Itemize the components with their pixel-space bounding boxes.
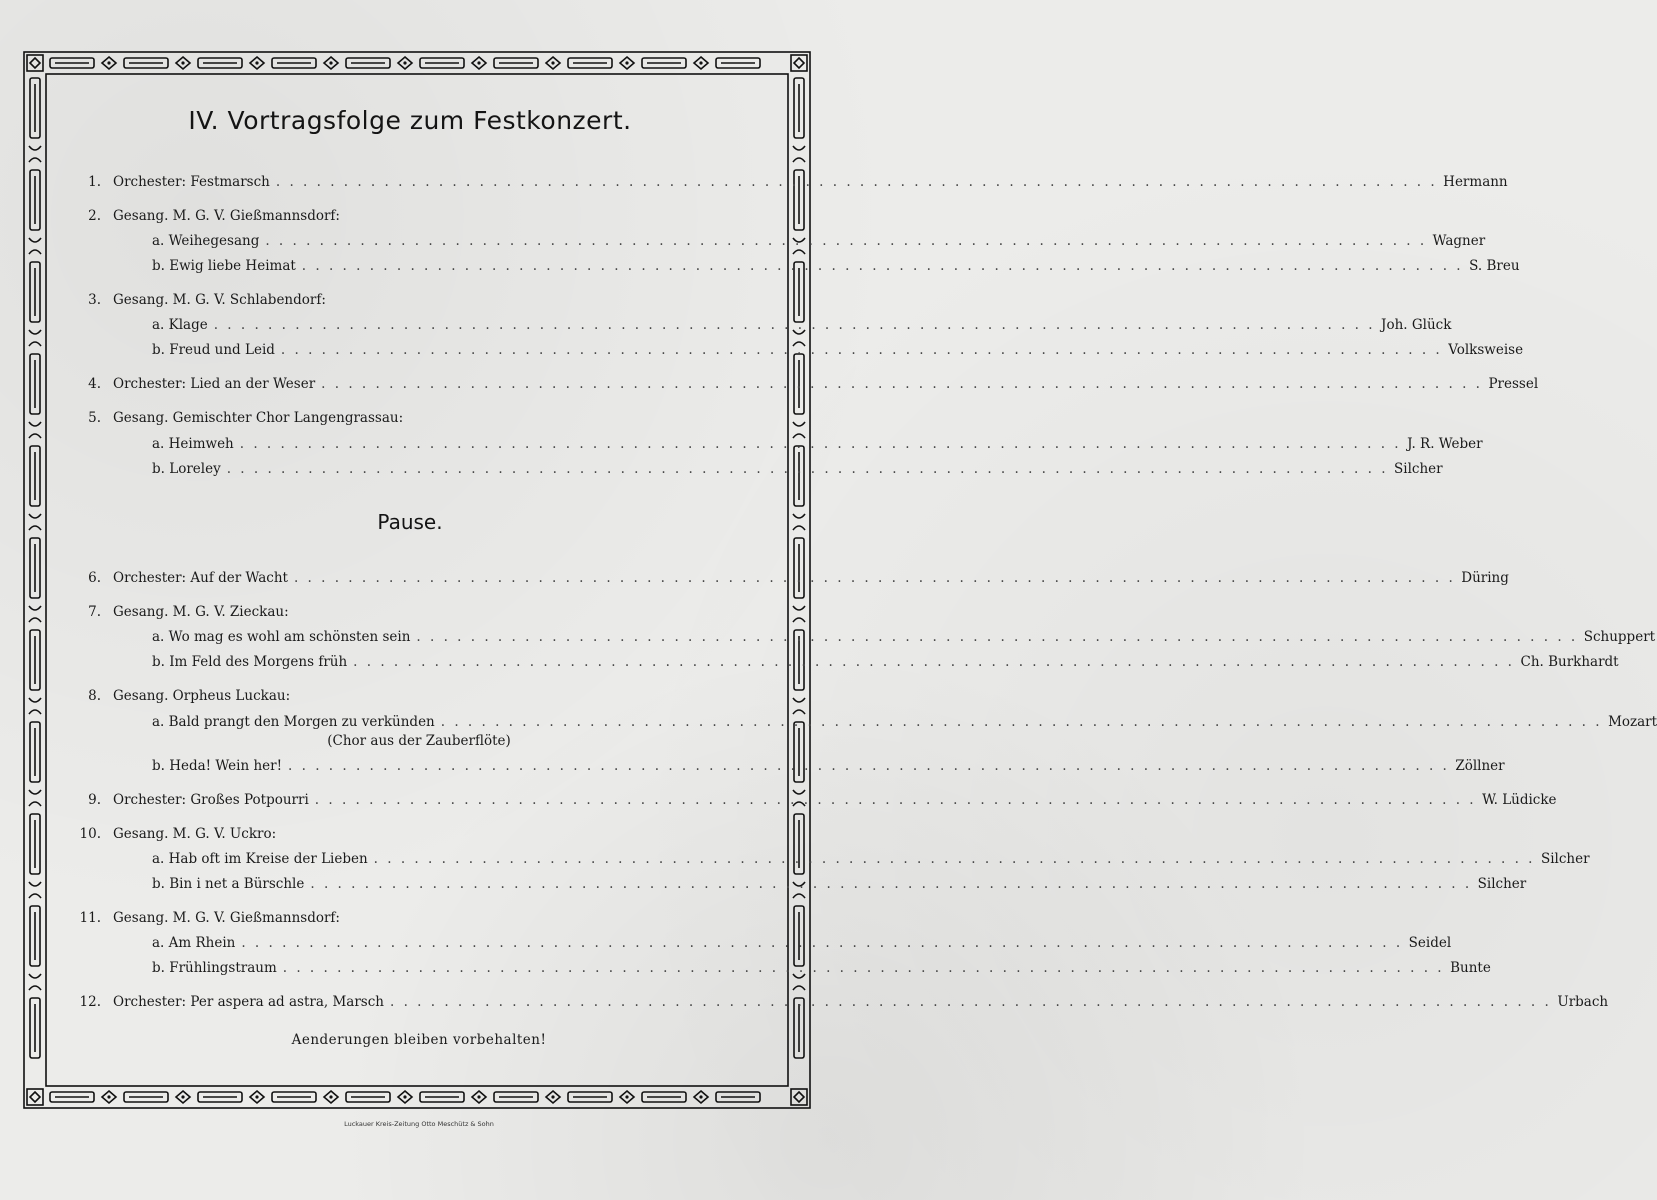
choir-label: Gesang. Orpheus Luckau: [113, 688, 291, 704]
composer: Silcher [1394, 461, 1443, 477]
dot-leader: . . . . . . . . . . . . . . . . . . . . . . . . . . . . . . . . . . . . . . . . . . . . . . . . . . . . . . . . . . . . . . . . . . . . . . . . . . . . . . . . . . . . . . [310, 876, 1472, 892]
program-line [152, 652, 1619, 672]
program-line [152, 459, 1443, 479]
border-ornament [29, 882, 41, 898]
item-number: 8. [88, 688, 101, 704]
border-ornament [107, 61, 110, 64]
program-line [152, 627, 1656, 647]
piece-label: b. Freud und Leid [152, 342, 275, 358]
border-ornament [329, 1095, 332, 1098]
program-line [152, 231, 1486, 251]
item-number: 12. [79, 994, 101, 1010]
border-ornament [255, 1095, 258, 1098]
program-line [113, 374, 1539, 394]
dot-leader: . . . . . . . . . . . . . . . . . . . . . . . . . . . . . . . . . . . . . . . . . . . . . . . . . . . . . . . . . . . . . . . . . . . . . . . . . . . . . . . . . . . . . . [301, 258, 1464, 274]
pause-heading: Pause. [377, 510, 443, 534]
border-ornament [477, 1095, 480, 1098]
dot-leader: . . . . . . . . . . . . . . . . . . . . . . . . . . . . . . . . . . . . . . . . . . . . . . . . . . . . . . . . . . . . . . . . . . . . . . . . . . . . . . . . . . . . . . [265, 233, 1427, 249]
piece-label: a. Hab oft im Kreise der Lieben [152, 851, 368, 867]
item-number: 2. [88, 208, 101, 224]
piece-label: b. Im Feld des Morgens früh [152, 654, 348, 670]
dot-leader: . . . . . . . . . . . . . . . . . . . . . . . . . . . . . . . . . . . . . . . . . . . . . . . . . . . . . . . . . . . . . . . . . . . . . . . . . . . . . . . . . . . . . . [275, 174, 1438, 190]
program-line [152, 256, 1520, 276]
program-line [152, 315, 1452, 335]
dot-leader: . . . . . . . . . . . . . . . . . . . . . . . . . . . . . . . . . . . . . . . . . . . . . . . . . . . . . . . . . . . . . . . . . . . . . . . . . . . . . . . . . . . . . . [241, 935, 1403, 951]
composer: Schuppert [1583, 629, 1656, 645]
dot-leader: . . . . . . . . . . . . . . . . . . . . . . . . . . . . . . . . . . . . . . . . . . . . . . . . . . . . . . . . . . . . . . . . . . . . . . . . . . . . . . . . . . . . . . [321, 376, 1483, 392]
border-ornament [29, 698, 41, 714]
border-ornament [29, 974, 41, 990]
border-ornament [181, 1095, 184, 1098]
item-number: 10. [79, 826, 101, 842]
composer: S. Breu [1469, 258, 1520, 274]
border-ornament [29, 422, 41, 438]
dot-leader: . . . . . . . . . . . . . . . . . . . . . . . . . . . . . . . . . . . . . . . . . . . . . . . . . . . . . . . . . . . . . . . . . . . . . . . . . . . . . . . . . . . . . . [213, 317, 1376, 333]
dot-leader: . . . . . . . . . . . . . . . . . . . . . . . . . . . . . . . . . . . . . . . . . . . . . . . . . . . . . . . . . . . . . . . . . . . . . . . . . . . . . . . . . . . . . . [239, 436, 1402, 452]
composer: Seidel [1408, 935, 1452, 951]
program-line [152, 958, 1491, 978]
dot-leader: . . . . . . . . . . . . . . . . . . . . . . . . . . . . . . . . . . . . . . . . . . . . . . . . . . . . . . . . . . . . . . . . . . . . . . . . . . . . . . . . . . . . . . [282, 960, 1445, 976]
choir-label: Gesang. M. G. V. Gießmannsdorf: [113, 208, 340, 224]
piece-label: Orchester: Großes Potpourri [113, 792, 309, 808]
piece-label: a. Am Rhein [152, 935, 236, 951]
dot-leader: . . . . . . . . . . . . . . . . . . . . . . . . . . . . . . . . . . . . . . . . . . . . . . . . . . . . . . . . . . . . . . . . . . . . . . . . . . . . . . . . . . . . . . [288, 758, 1450, 774]
border-ornament [625, 1095, 628, 1098]
composer: Mozart [1608, 714, 1657, 730]
item-number: 1. [88, 174, 101, 190]
program-line [113, 172, 1508, 192]
border-ornament [793, 514, 805, 530]
piece-label: Orchester: Lied an der Weser [113, 376, 316, 392]
border-ornament [30, 58, 40, 68]
piece-label: a. Wo mag es wohl am schönsten sein [152, 629, 411, 645]
program-line [152, 712, 1657, 732]
program-line [152, 756, 1505, 776]
program-line [113, 790, 1557, 810]
choir-label: Gesang. M. G. V. Gießmannsdorf: [113, 910, 340, 926]
dot-leader: . . . . . . . . . . . . . . . . . . . . . . . . . . . . . . . . . . . . . . . . . . . . . . . . . . . . . . . . . . . . . . . . . . . . . . . . . . . . . . . . . . . . . . [390, 994, 1552, 1010]
piece-note: (Chor aus der Zauberflöte) [327, 733, 511, 749]
composer: Volksweise [1448, 342, 1524, 358]
piece-label: Orchester: Auf der Wacht [113, 570, 288, 586]
border-ornament [793, 146, 805, 162]
composer: Wagner [1432, 233, 1486, 249]
dot-leader: . . . . . . . . . . . . . . . . . . . . . . . . . . . . . . . . . . . . . . . . . . . . . . . . . . . . . . . . . . . . . . . . . . . . . . . . . . . . . . . . . . . . . . [280, 342, 1443, 358]
program-line [152, 434, 1483, 454]
border-ornament [794, 1092, 804, 1102]
page-title: IV. Vortragsfolge zum Festkonzert. [188, 106, 632, 135]
border-ornament [699, 61, 702, 64]
item-number: 11. [79, 910, 101, 926]
border-ornament [29, 238, 41, 254]
dot-leader: . . . . . . . . . . . . . . . . . . . . . . . . . . . . . . . . . . . . . . . . . . . . . . . . . . . . . . . . . . . . . . . . . . . . . . . . . . . . . . . . . . . . . . [353, 654, 1515, 670]
border-ornament [551, 1095, 554, 1098]
piece-label: Orchester: Per aspera ad astra, Marsch [113, 994, 384, 1010]
piece-label: a. Heimweh [152, 436, 234, 452]
program-line [113, 568, 1509, 588]
composer: Ch. Burkhardt [1520, 654, 1619, 670]
piece-label: b. Heda! Wein her! [152, 758, 283, 774]
border-ornament [625, 61, 628, 64]
composer: J. R. Weber [1407, 436, 1483, 452]
border-ornament [29, 790, 41, 806]
border-ornament [403, 1095, 406, 1098]
composer: Urbach [1557, 994, 1609, 1010]
border-ornament [29, 146, 41, 162]
program-line [113, 992, 1609, 1012]
changes-notice: Aenderungen bleiben vorbehalten! [291, 1032, 547, 1048]
dot-leader: . . . . . . . . . . . . . . . . . . . . . . . . . . . . . . . . . . . . . . . . . . . . . . . . . . . . . . . . . . . . . . . . . . . . . . . . . . . . . . . . . . . . . . [226, 461, 1389, 477]
dot-leader: . . . . . . . . . . . . . . . . . . . . . . . . . . . . . . . . . . . . . . . . . . . . . . . . . . . . . . . . . . . . . . . . . . . . . . . . . . . . . . . . . . . . . . [440, 714, 1603, 730]
composer: W. Lüdicke [1482, 792, 1557, 808]
dot-leader: . . . . . . . . . . . . . . . . . . . . . . . . . . . . . . . . . . . . . . . . . . . . . . . . . . . . . . . . . . . . . . . . . . . . . . . . . . . . . . . . . . . . . . [373, 851, 1535, 867]
piece-label: b. Ewig liebe Heimat [152, 258, 296, 274]
border-ornament [255, 61, 258, 64]
program-line [152, 849, 1590, 869]
choir-label: Gesang. M. G. V. Uckro: [113, 826, 277, 842]
border-ornament [403, 61, 406, 64]
program-line [152, 933, 1452, 953]
dot-leader: . . . . . . . . . . . . . . . . . . . . . . . . . . . . . . . . . . . . . . . . . . . . . . . . . . . . . . . . . . . . . . . . . . . . . . . . . . . . . . . . . . . . . . [293, 570, 1456, 586]
piece-label: a. Klage [152, 317, 208, 333]
piece-label: b. Loreley [152, 461, 221, 477]
piece-label: a. Weihegesang [152, 233, 260, 249]
border-ornament [794, 58, 804, 68]
dot-leader: . . . . . . . . . . . . . . . . . . . . . . . . . . . . . . . . . . . . . . . . . . . . . . . . . . . . . . . . . . . . . . . . . . . . . . . . . . . . . . . . . . . . . . [416, 629, 1578, 645]
composer: Hermann [1443, 174, 1508, 190]
composer: Silcher [1477, 876, 1527, 892]
border-ornament [30, 1092, 40, 1102]
border-ornament [699, 1095, 702, 1098]
composer: Silcher [1540, 851, 1590, 867]
program-line [152, 340, 1524, 360]
item-number: 5. [88, 410, 101, 426]
item-number: 3. [88, 292, 101, 308]
item-number: 9. [88, 792, 101, 808]
program-line [152, 874, 1527, 894]
border-ornament [551, 61, 554, 64]
border-ornament [107, 1095, 110, 1098]
border-ornament [29, 330, 41, 346]
item-number: 7. [88, 604, 101, 620]
piece-label: b. Bin i net a Bürschle [152, 876, 305, 892]
border-ornament [29, 514, 41, 530]
composer: Zöllner [1455, 758, 1505, 774]
composer: Pressel [1488, 376, 1539, 392]
border-ornament [29, 606, 41, 622]
composer: Joh. Glück [1381, 317, 1452, 333]
dot-leader: . . . . . . . . . . . . . . . . . . . . . . . . . . . . . . . . . . . . . . . . . . . . . . . . . . . . . . . . . . . . . . . . . . . . . . . . . . . . . . . . . . . . . . [314, 792, 1477, 808]
composer: Bunte [1450, 960, 1491, 976]
printer-imprint: Luckauer Kreis-Zeitung Otto Meschütz & Sohn [344, 1120, 494, 1128]
piece-label: b. Frühlingstraum [152, 960, 277, 976]
border-ornament [181, 61, 184, 64]
choir-label: Gesang. M. G. V. Schlabendorf: [113, 292, 326, 308]
piece-label: a. Bald prangt den Morgen zu verkünden [152, 714, 435, 730]
item-number: 6. [88, 570, 101, 586]
composer: Düring [1461, 570, 1509, 586]
choir-label: Gesang. M. G. V. Zieckau: [113, 604, 289, 620]
border-ornament [477, 61, 480, 64]
item-number: 4. [88, 376, 101, 392]
border-ornament [793, 606, 805, 622]
border-ornament [329, 61, 332, 64]
choir-label: Gesang. Gemischter Chor Langengrassau: [113, 410, 404, 426]
piece-label: Orchester: Festmarsch [113, 174, 270, 190]
